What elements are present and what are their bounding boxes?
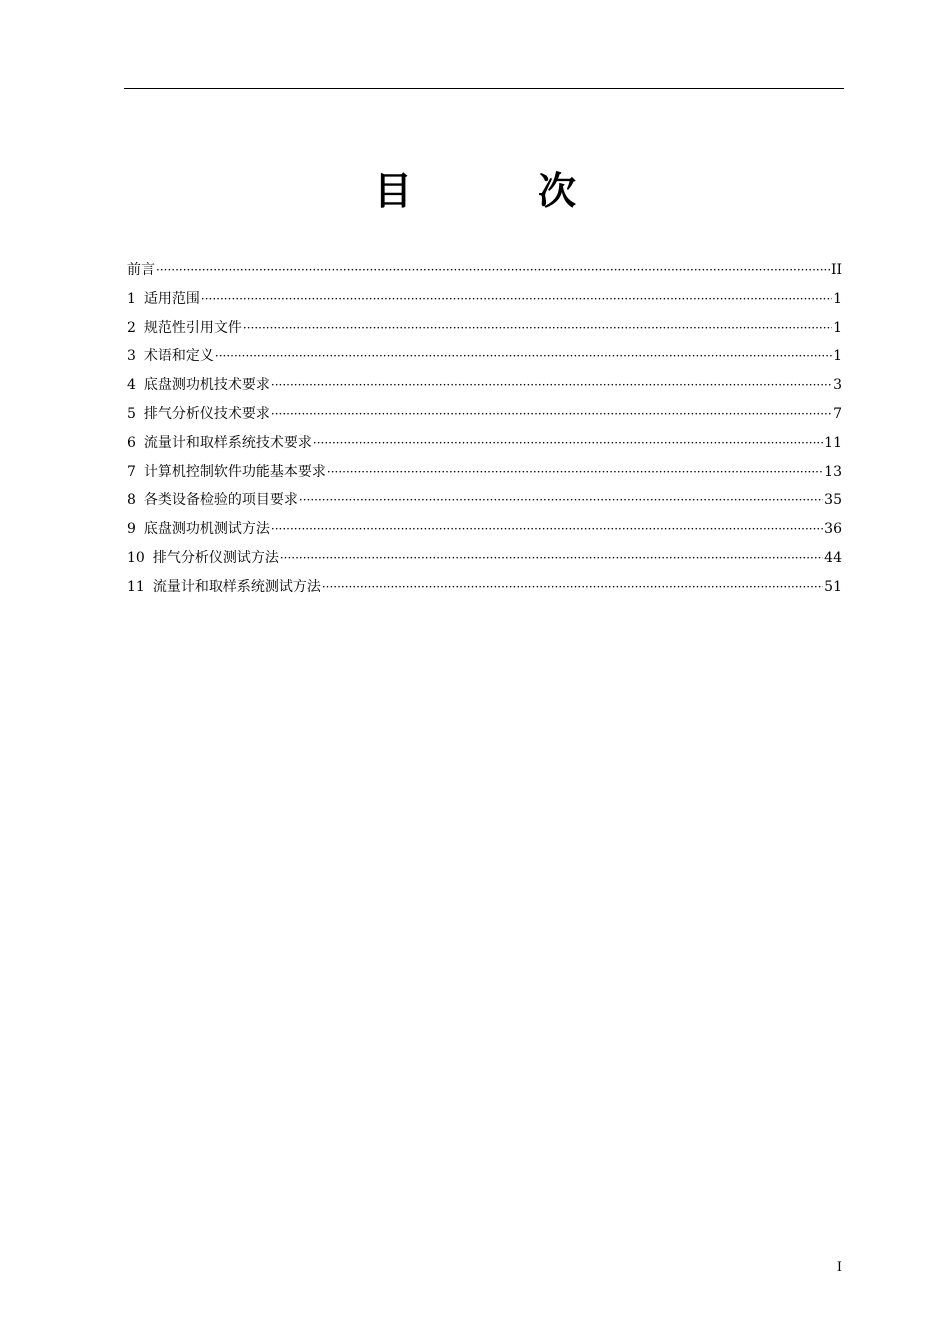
toc-entry-number: 6: [127, 434, 136, 451]
toc-entry-9[interactable]: [127, 517, 842, 546]
toc-entry-label: 流量计和取样系统测试方法: [152, 578, 321, 595]
toc-entry-label: 适用范围: [143, 290, 200, 307]
toc-entry-label: 计算机控制软件功能基本要求: [143, 463, 326, 480]
toc-entry-label: 排气分析仪技术要求: [143, 405, 270, 422]
toc-leader-dots: [322, 575, 823, 599]
toc-entry-page: 7: [833, 405, 842, 422]
toc-entry-number: 9: [127, 521, 136, 538]
toc-entry-label: 前言: [127, 262, 155, 278]
toc-entry-label: 流量计和取样系统技术要求: [143, 434, 312, 451]
toc-entry-number: 3: [127, 348, 136, 365]
toc-entry-page: 36: [824, 521, 842, 538]
toc-entry-number: 1: [127, 290, 136, 307]
toc-entry-foreword[interactable]: [127, 258, 842, 287]
toc-leader-dots: [280, 546, 823, 570]
toc-leader-dots: [243, 316, 832, 340]
table-of-contents: [127, 258, 842, 604]
toc-leader-dots: [299, 488, 823, 512]
toc-entry-3[interactable]: [127, 344, 842, 373]
toc-entry-page: 1: [833, 348, 842, 365]
toc-entry-number: 10: [127, 549, 145, 566]
toc-entry-page: 51: [824, 578, 842, 595]
toc-entry-page: 3: [833, 377, 842, 394]
toc-leader-dots: [327, 460, 823, 484]
toc-leader-dots: [313, 431, 823, 455]
toc-entry-page: 1: [833, 319, 842, 336]
toc-entry-label: 各类设备检验的项目要求: [143, 492, 298, 509]
toc-entry-label: 术语和定义: [143, 348, 214, 365]
toc-entry-7[interactable]: [127, 460, 842, 489]
toc-entry-2[interactable]: [127, 316, 842, 345]
toc-entry-1[interactable]: [127, 287, 842, 316]
toc-leader-dots: [215, 344, 832, 368]
toc-leader-dots: [201, 287, 832, 311]
toc-entry-11[interactable]: [127, 575, 842, 604]
toc-entry-page: 11: [824, 434, 842, 451]
toc-leader-dots: [156, 258, 830, 282]
toc-leader-dots: [271, 373, 832, 397]
toc-entry-number: 7: [127, 463, 136, 480]
toc-entry-label: 底盘测功机测试方法: [143, 521, 270, 538]
toc-entry-4[interactable]: [127, 373, 842, 402]
toc-entry-page: 35: [824, 492, 842, 509]
toc-entry-label: 规范性引用文件: [143, 319, 242, 336]
toc-entry-10[interactable]: [127, 546, 842, 575]
toc-entry-number: 11: [127, 578, 145, 595]
toc-entry-number: 8: [127, 492, 136, 509]
toc-entry-number: 2: [127, 319, 136, 336]
toc-entry-page: 13: [824, 463, 842, 480]
page-number: I: [836, 1260, 842, 1275]
toc-entry-8[interactable]: [127, 488, 842, 517]
toc-entry-page: 44: [824, 549, 842, 566]
toc-entry-6[interactable]: [127, 431, 842, 460]
toc-entry-page: 1: [833, 290, 842, 307]
toc-entry-number: 4: [127, 377, 136, 394]
toc-leader-dots: [271, 517, 823, 541]
page-title: 目 次: [373, 169, 620, 213]
toc-leader-dots: [271, 402, 832, 426]
toc-entry-number: 5: [127, 405, 136, 422]
toc-entry-page: II: [830, 262, 842, 278]
toc-entry-label: 排气分析仪测试方法: [152, 549, 279, 566]
toc-entry-5[interactable]: [127, 402, 842, 431]
toc-entry-label: 底盘测功机技术要求: [143, 377, 270, 394]
header-rule: [124, 88, 844, 89]
